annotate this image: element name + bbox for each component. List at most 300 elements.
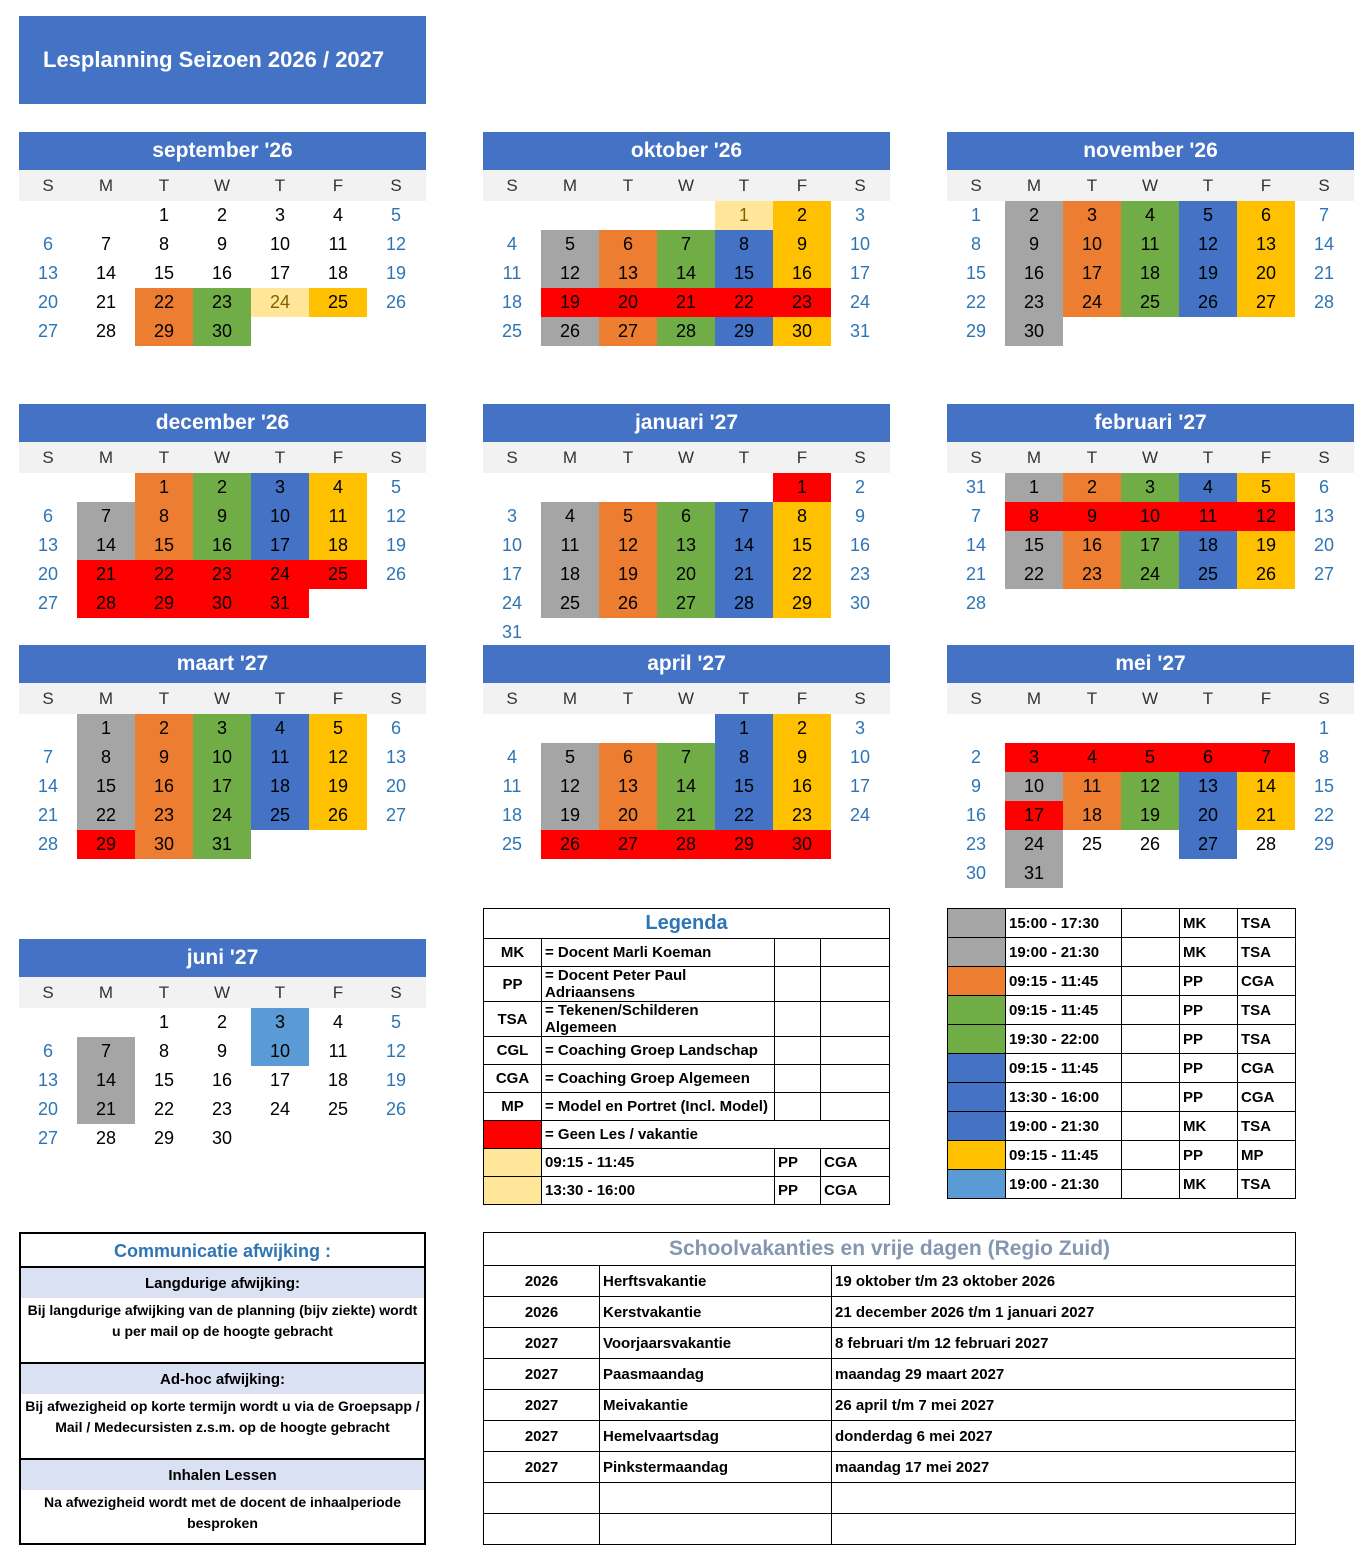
day-cell: 17 <box>849 263 871 283</box>
month-calendar <box>483 132 890 346</box>
color-swatch <box>948 967 1006 996</box>
weekday-label: T <box>1086 688 1098 708</box>
day-grid <box>947 714 1354 888</box>
legend-row <box>484 1121 890 1149</box>
day-cell: 12 <box>1179 230 1237 259</box>
time-value: 19:30 - 22:00 <box>1006 1025 1122 1054</box>
day-cell: 14 <box>657 259 715 288</box>
day-cell: 19 <box>385 1070 407 1090</box>
day-cell: 7 <box>77 502 135 531</box>
day-cell: 21 <box>657 801 715 830</box>
day-cell: 27 <box>599 830 657 859</box>
time-doc: PP <box>1180 996 1238 1025</box>
time-row <box>948 1054 1296 1083</box>
day-cell: 26 <box>1139 834 1161 854</box>
holiday-name: Hemelvaartsdag <box>600 1421 832 1452</box>
comm-section-head: Ad-hoc afwijking: <box>21 1364 424 1394</box>
weekday-label: S <box>970 175 982 195</box>
holiday-row <box>484 1514 1296 1545</box>
weekday-label: S <box>854 175 866 195</box>
comm-section <box>21 1364 424 1460</box>
legend-swatch <box>484 1121 542 1149</box>
day-grid <box>19 1008 426 1153</box>
day-cell: 12 <box>385 234 407 254</box>
empty-cell <box>483 201 541 230</box>
color-swatch <box>948 1141 1006 1170</box>
day-cell: 25 <box>1179 560 1237 589</box>
day-cell: 11 <box>328 234 348 254</box>
holiday-year <box>484 1514 600 1545</box>
day-cell: 9 <box>773 743 831 772</box>
day-cell: 8 <box>1318 747 1329 767</box>
holiday-name: Paasmaandag <box>600 1359 832 1390</box>
legend-row <box>484 939 890 967</box>
empty-cell <box>541 714 599 743</box>
day-cell: 14 <box>715 531 773 560</box>
weekday-label: T <box>622 688 634 708</box>
day-cell: 25 <box>1081 834 1103 854</box>
day-cell: 16 <box>773 772 831 801</box>
day-cell: 23 <box>211 1099 233 1119</box>
day-cell: 9 <box>1063 502 1121 531</box>
empty-cell <box>541 473 599 502</box>
day-cell: 4 <box>309 473 367 502</box>
day-cell: 24 <box>193 801 251 830</box>
day-cell: 18 <box>1063 801 1121 830</box>
day-cell: 25 <box>309 288 367 317</box>
holiday-row <box>484 1328 1296 1359</box>
day-cell: 19 <box>309 772 367 801</box>
weekday-label: S <box>970 688 982 708</box>
day-cell: 15 <box>77 772 135 801</box>
day-cell: 13 <box>599 259 657 288</box>
day-cell: 12 <box>1121 772 1179 801</box>
day-cell: 24 <box>1063 288 1121 317</box>
time-doc: MK <box>1180 1170 1238 1199</box>
communication-box <box>19 1232 426 1545</box>
month-title: januari '27 <box>483 404 890 442</box>
day-cell: 10 <box>269 234 291 254</box>
day-cell: 8 <box>135 502 193 531</box>
day-cell: 18 <box>309 531 367 560</box>
day-cell: 26 <box>599 589 657 618</box>
day-cell: 3 <box>193 714 251 743</box>
day-cell: 30 <box>135 830 193 859</box>
month-calendar <box>947 404 1354 618</box>
weekday-label: F <box>796 447 808 467</box>
day-cell: 9 <box>135 743 193 772</box>
weekday-label: W <box>677 447 695 467</box>
day-cell: 21 <box>657 288 715 317</box>
day-cell: 16 <box>193 531 251 560</box>
legend-row <box>484 1177 890 1205</box>
day-cell: 25 <box>251 801 309 830</box>
time-value: 19:00 - 21:30 <box>1006 938 1122 967</box>
day-cell: 15 <box>153 1070 175 1090</box>
time-row <box>948 938 1296 967</box>
day-cell: 23 <box>849 564 871 584</box>
day-cell: 14 <box>77 1066 135 1095</box>
day-grid <box>483 714 890 859</box>
day-cell: 14 <box>965 535 987 555</box>
legend-class: CGA <box>821 1177 890 1205</box>
day-cell: 11 <box>502 263 522 283</box>
weekday-label: W <box>213 175 231 195</box>
month-calendar <box>483 645 890 859</box>
day-cell: 1 <box>158 205 169 225</box>
empty-cell <box>541 201 599 230</box>
day-cell: 13 <box>1237 230 1295 259</box>
legend-desc: = Coaching Groep Algemeen <box>542 1065 775 1093</box>
day-cell: 21 <box>77 1095 135 1124</box>
day-cell: 8 <box>715 743 773 772</box>
day-cell: 16 <box>849 535 871 555</box>
legend-empty <box>821 1065 890 1093</box>
day-cell: 30 <box>1005 317 1063 346</box>
day-cell: 9 <box>216 234 227 254</box>
holiday-year: 2027 <box>484 1421 600 1452</box>
times-table <box>947 908 1296 1199</box>
weekday-label: F <box>332 447 344 467</box>
day-cell: 10 <box>849 234 871 254</box>
day-cell: 1 <box>715 714 773 743</box>
day-cell: 16 <box>1063 531 1121 560</box>
day-cell: 14 <box>37 776 59 796</box>
weekday-row <box>947 170 1354 201</box>
holiday-dates: maandag 17 mei 2027 <box>832 1452 1296 1483</box>
empty-cell <box>1121 714 1179 743</box>
holiday-dates: maandag 29 maart 2027 <box>832 1359 1296 1390</box>
day-cell: 20 <box>599 801 657 830</box>
day-cell: 23 <box>773 801 831 830</box>
day-cell: 22 <box>77 801 135 830</box>
day-cell: 7 <box>715 502 773 531</box>
weekday-label: F <box>796 688 808 708</box>
time-value: 09:15 - 11:45 <box>1006 996 1122 1025</box>
weekday-label: S <box>42 175 54 195</box>
time-class: CGA <box>1238 967 1296 996</box>
weekday-label: W <box>213 982 231 1002</box>
weekday-row <box>19 683 426 714</box>
day-cell: 7 <box>100 234 111 254</box>
day-cell: 4 <box>541 502 599 531</box>
day-cell: 12 <box>385 1041 407 1061</box>
time-row <box>948 1083 1296 1112</box>
holiday-dates: donderdag 6 mei 2027 <box>832 1421 1296 1452</box>
time-row <box>948 1141 1296 1170</box>
day-cell: 24 <box>269 1099 291 1119</box>
day-cell: 24 <box>251 560 309 589</box>
day-cell: 22 <box>773 560 831 589</box>
weekday-label: M <box>1026 175 1042 195</box>
day-cell: 3 <box>1005 743 1063 772</box>
day-cell: 18 <box>251 772 309 801</box>
weekday-label: T <box>274 175 286 195</box>
weekday-label: T <box>738 447 750 467</box>
day-cell: 10 <box>1063 230 1121 259</box>
legend-empty <box>821 1037 890 1065</box>
time-class: TSA <box>1238 1170 1296 1199</box>
day-cell: 2 <box>1063 473 1121 502</box>
day-cell: 27 <box>385 805 407 825</box>
legend-desc: = Coaching Groep Landschap <box>542 1037 775 1065</box>
day-cell: 19 <box>385 535 407 555</box>
day-cell: 15 <box>965 263 987 283</box>
day-cell: 17 <box>1121 531 1179 560</box>
day-cell: 10 <box>501 535 523 555</box>
day-cell: 5 <box>541 230 599 259</box>
weekday-row <box>483 170 890 201</box>
holiday-name <box>600 1483 832 1514</box>
legend-row <box>484 1149 890 1177</box>
weekday-row <box>19 977 426 1008</box>
day-cell: 21 <box>95 292 117 312</box>
day-cell: 25 <box>501 834 523 854</box>
day-cell: 19 <box>541 288 599 317</box>
day-cell: 13 <box>657 531 715 560</box>
weekday-label: S <box>390 688 402 708</box>
empty-cell <box>483 714 541 743</box>
day-cell: 31 <box>193 830 251 859</box>
weekday-label: W <box>677 175 695 195</box>
day-cell: 6 <box>390 718 401 738</box>
day-cell: 15 <box>1005 531 1063 560</box>
legend-empty <box>775 1093 821 1121</box>
time-empty <box>1122 938 1180 967</box>
day-cell: 29 <box>77 830 135 859</box>
day-cell: 23 <box>193 288 251 317</box>
holiday-name: Voorjaarsvakantie <box>600 1328 832 1359</box>
holiday-year: 2027 <box>484 1359 600 1390</box>
day-cell: 8 <box>158 234 169 254</box>
holiday-year: 2027 <box>484 1452 600 1483</box>
empty-cell <box>1005 714 1063 743</box>
weekday-label: M <box>98 688 114 708</box>
day-cell: 12 <box>541 259 599 288</box>
day-cell: 5 <box>599 502 657 531</box>
day-cell: 15 <box>715 772 773 801</box>
day-cell: 11 <box>251 743 309 772</box>
day-cell: 4 <box>506 747 517 767</box>
day-cell: 8 <box>715 230 773 259</box>
empty-cell <box>19 1008 77 1037</box>
month-title: september '26 <box>19 132 426 170</box>
weekday-label: T <box>158 982 170 1002</box>
empty-cell <box>77 201 135 230</box>
holiday-row <box>484 1483 1296 1514</box>
holiday-name: Herftsvakantie <box>600 1266 832 1297</box>
day-cell: 3 <box>274 205 285 225</box>
month-calendar <box>483 404 890 647</box>
weekday-label: M <box>98 447 114 467</box>
day-cell: 18 <box>501 292 523 312</box>
month-title: oktober '26 <box>483 132 890 170</box>
time-class: TSA <box>1238 996 1296 1025</box>
day-cell: 19 <box>1179 259 1237 288</box>
day-cell: 2 <box>193 473 251 502</box>
holiday-dates <box>832 1514 1296 1545</box>
empty-cell <box>1063 714 1121 743</box>
time-class: TSA <box>1238 938 1296 967</box>
day-cell: 2 <box>216 1012 227 1032</box>
day-cell: 8 <box>77 743 135 772</box>
day-cell: 23 <box>965 834 987 854</box>
empty-cell <box>599 714 657 743</box>
weekday-label: M <box>98 982 114 1002</box>
legend-desc: = Tekenen/Schilderen Algemeen <box>542 1002 775 1037</box>
day-cell: 25 <box>309 560 367 589</box>
page-title: Lesplanning Seizoen 2026 / 2027 <box>19 16 426 104</box>
holiday-row <box>484 1297 1296 1328</box>
day-cell: 21 <box>77 560 135 589</box>
time-doc: PP <box>1180 1141 1238 1170</box>
day-cell: 29 <box>773 589 831 618</box>
day-cell: 19 <box>599 560 657 589</box>
day-cell: 4 <box>332 1012 343 1032</box>
day-cell: 3 <box>506 506 517 526</box>
day-cell: 4 <box>332 205 343 225</box>
day-cell: 12 <box>309 743 367 772</box>
month-title: maart '27 <box>19 645 426 683</box>
weekday-label: T <box>1202 175 1214 195</box>
day-cell: 6 <box>42 506 53 526</box>
day-cell: 17 <box>269 1070 291 1090</box>
day-cell: 21 <box>1237 801 1295 830</box>
day-cell: 3 <box>1063 201 1121 230</box>
time-doc: MK <box>1180 938 1238 967</box>
day-cell: 31 <box>849 321 871 341</box>
day-cell: 26 <box>541 317 599 346</box>
day-cell: 30 <box>965 863 987 883</box>
day-cell: 4 <box>1063 743 1121 772</box>
day-cell: 11 <box>1179 502 1237 531</box>
day-cell: 20 <box>599 288 657 317</box>
time-class: CGA <box>1238 1054 1296 1083</box>
day-cell: 4 <box>506 234 517 254</box>
day-cell: 1 <box>1005 473 1063 502</box>
time-doc: MK <box>1180 909 1238 938</box>
day-cell: 5 <box>1237 473 1295 502</box>
day-cell: 19 <box>541 801 599 830</box>
holiday-row <box>484 1421 1296 1452</box>
day-cell: 5 <box>309 714 367 743</box>
legend-desc: = Model en Portret (Incl. Model) <box>542 1093 775 1121</box>
day-cell: 5 <box>390 205 401 225</box>
day-cell: 21 <box>715 560 773 589</box>
day-cell: 20 <box>1179 801 1237 830</box>
weekday-label: S <box>1318 447 1330 467</box>
empty-cell <box>483 473 541 502</box>
day-cell: 28 <box>95 1128 117 1148</box>
day-cell: 18 <box>327 263 349 283</box>
weekday-label: M <box>1026 688 1042 708</box>
day-cell: 28 <box>965 593 987 613</box>
day-cell: 5 <box>390 477 401 497</box>
day-cell: 22 <box>965 292 987 312</box>
day-cell: 20 <box>37 1099 59 1119</box>
day-cell: 25 <box>541 589 599 618</box>
day-cell: 22 <box>135 560 193 589</box>
day-cell: 26 <box>541 830 599 859</box>
day-cell: 13 <box>37 535 59 555</box>
time-doc: PP <box>1180 1025 1238 1054</box>
weekday-label: T <box>158 447 170 467</box>
legend-swatch <box>484 1149 542 1177</box>
day-cell: 1 <box>1318 718 1329 738</box>
day-cell: 27 <box>657 589 715 618</box>
day-cell: 3 <box>251 473 309 502</box>
day-cell: 3 <box>854 718 865 738</box>
day-cell: 31 <box>501 622 523 642</box>
day-cell: 24 <box>1005 830 1063 859</box>
holiday-row <box>484 1390 1296 1421</box>
weekday-label: M <box>562 175 578 195</box>
day-cell: 29 <box>715 317 773 346</box>
day-cell: 1 <box>715 201 773 230</box>
color-swatch <box>948 1025 1006 1054</box>
day-cell: 26 <box>1237 560 1295 589</box>
legend-empty <box>821 967 890 1002</box>
time-value: 09:15 - 11:45 <box>1006 967 1122 996</box>
color-swatch <box>948 909 1006 938</box>
legend-code: CGA <box>484 1065 542 1093</box>
day-cell: 26 <box>385 564 407 584</box>
weekday-label: S <box>42 447 54 467</box>
holiday-year: 2027 <box>484 1328 600 1359</box>
day-cell: 9 <box>854 506 865 526</box>
day-cell: 10 <box>1005 772 1063 801</box>
day-cell: 22 <box>715 801 773 830</box>
time-empty <box>1122 1083 1180 1112</box>
day-cell: 17 <box>1063 259 1121 288</box>
time-empty <box>1122 996 1180 1025</box>
legend-empty <box>775 1065 821 1093</box>
month-calendar <box>19 939 426 1153</box>
day-cell: 18 <box>1121 259 1179 288</box>
day-cell: 6 <box>1179 743 1237 772</box>
weekday-label: S <box>1318 688 1330 708</box>
empty-cell <box>19 201 77 230</box>
day-cell: 6 <box>1318 477 1329 497</box>
day-cell: 12 <box>385 506 407 526</box>
weekday-label: F <box>1260 175 1272 195</box>
day-cell: 31 <box>965 477 987 497</box>
weekday-row <box>947 683 1354 714</box>
weekday-label: T <box>1202 447 1214 467</box>
day-cell: 22 <box>1005 560 1063 589</box>
weekday-label: S <box>42 982 54 1002</box>
day-cell: 22 <box>135 288 193 317</box>
day-cell: 4 <box>251 714 309 743</box>
day-cell: 30 <box>193 317 251 346</box>
month-title: april '27 <box>483 645 890 683</box>
weekday-label: W <box>213 688 231 708</box>
day-cell: 26 <box>385 1099 407 1119</box>
day-grid <box>483 473 890 647</box>
time-class: TSA <box>1238 1025 1296 1054</box>
day-cell: 29 <box>135 317 193 346</box>
day-cell: 11 <box>1063 772 1121 801</box>
day-cell: 5 <box>541 743 599 772</box>
weekday-row <box>947 442 1354 473</box>
legend-code: TSA <box>484 1002 542 1037</box>
weekday-label: T <box>158 688 170 708</box>
day-cell: 24 <box>501 593 523 613</box>
day-cell: 27 <box>37 593 59 613</box>
day-cell: 17 <box>251 531 309 560</box>
day-cell: 24 <box>849 292 871 312</box>
day-cell: 28 <box>95 321 117 341</box>
